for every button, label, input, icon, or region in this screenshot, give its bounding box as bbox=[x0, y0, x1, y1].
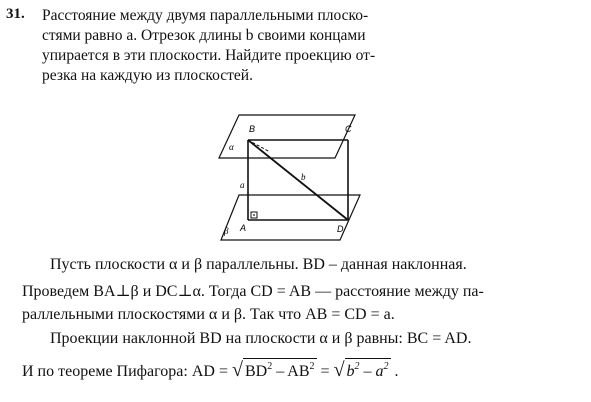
problem-line-4: резка на каждую из плоскостей. bbox=[42, 67, 253, 84]
radicand-2-term-b: – a bbox=[359, 363, 384, 380]
plane-alpha bbox=[219, 115, 355, 158]
label-A: A bbox=[240, 223, 247, 233]
sqrt-sign-1: √ bbox=[231, 359, 243, 381]
problem-line-1: Расстояние между двумя параллельными плоско- bbox=[42, 7, 369, 24]
label-D: D bbox=[337, 224, 344, 234]
solution-line-1: Пусть плоскости α и β параллельны. BD – данная наклонная. bbox=[50, 256, 467, 273]
solution-line-5 bbox=[22, 358, 399, 382]
problem-line-2: стями равно a. Отрезок длины b своими концами bbox=[42, 27, 366, 44]
segment-BD bbox=[248, 140, 348, 220]
formula-equals: = bbox=[316, 363, 334, 380]
radicand-1-term-a: BD bbox=[244, 363, 268, 380]
label-B: B bbox=[249, 124, 256, 134]
geometry-figure bbox=[215, 100, 365, 248]
problem-line-3: упирается в эти плоскости. Найдите проекцию от- bbox=[42, 47, 376, 64]
label-a: a bbox=[240, 180, 245, 190]
radicand-1-exp-a: 2 bbox=[267, 361, 273, 372]
solution-line-4: Проекции наклонной BD на плоскости α и β равны: BC = AD. bbox=[50, 330, 472, 347]
radicand-2-term-a: b bbox=[346, 363, 355, 380]
radicand-1-exp-b: 2 bbox=[309, 361, 315, 372]
label-b: b bbox=[301, 172, 306, 182]
radicand-2-exp-b: 2 bbox=[383, 361, 389, 372]
problem-text bbox=[42, 6, 446, 86]
formula-prefix: И по теореме Пифагора: AD = bbox=[22, 363, 232, 380]
label-beta: β bbox=[224, 226, 229, 236]
solution-line-2: Проведем BA⊥β и DC⊥α. Тогда CD = AB — расстояние между па- bbox=[22, 283, 484, 300]
radicand-1-term-b: – AB bbox=[272, 363, 310, 380]
sqrt-sign-2: √ bbox=[333, 359, 345, 381]
solution-line-3: раллельными плоскостями α и β. Так что AB = CD = a. bbox=[22, 306, 395, 323]
formula-end: . bbox=[390, 363, 399, 380]
label-C: C bbox=[345, 124, 352, 134]
radicand-1 bbox=[243, 358, 317, 380]
label-alpha: α bbox=[229, 142, 234, 152]
problem-number: 31. bbox=[6, 6, 25, 22]
radicand-2 bbox=[345, 358, 391, 380]
radicand-2-exp-a: 2 bbox=[354, 361, 360, 372]
